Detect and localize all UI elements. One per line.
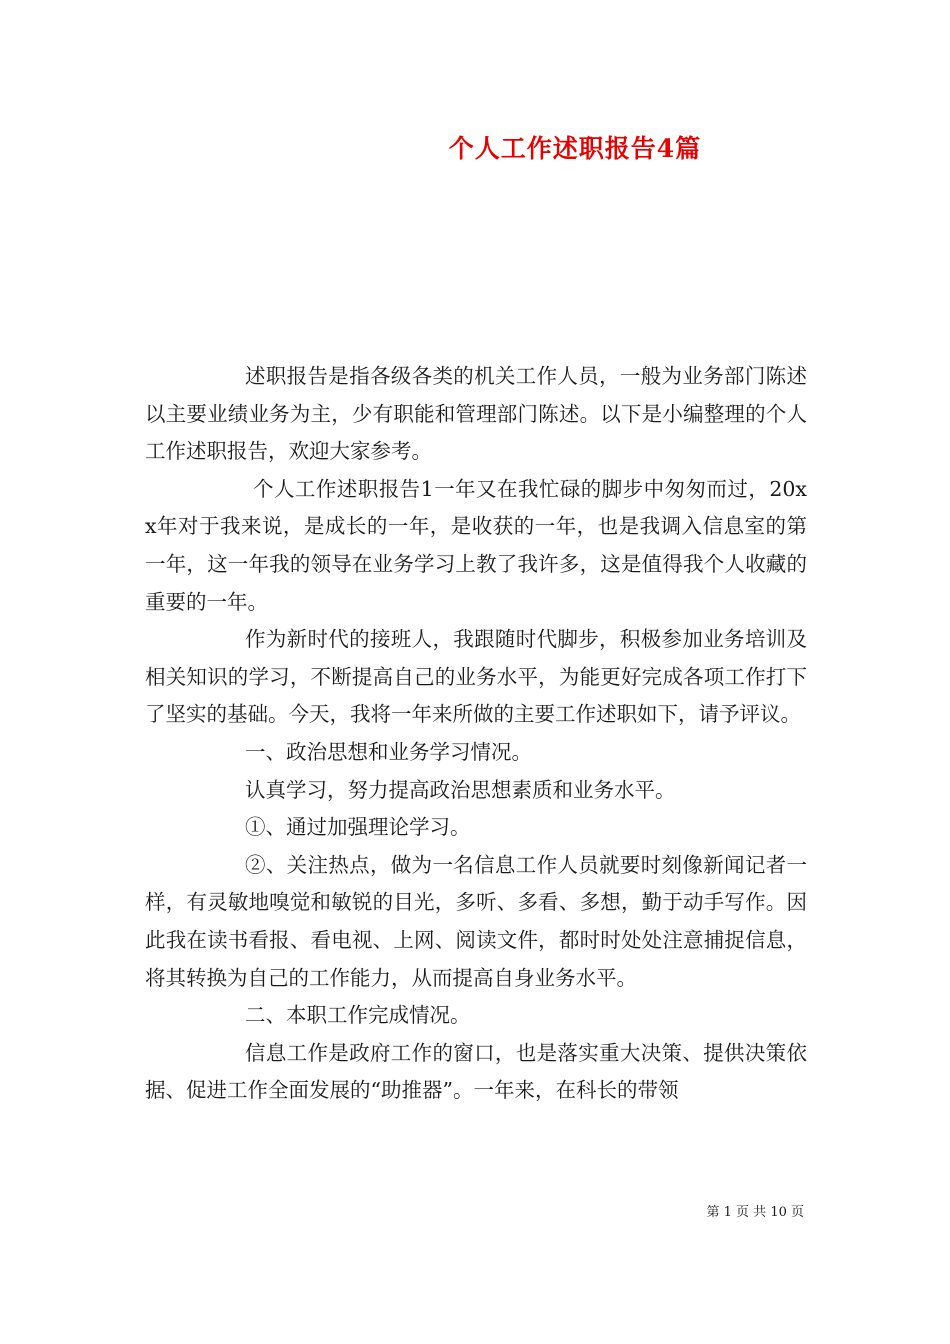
list-item-2: ②、关注热点，做为一名信息工作人员就要时刻像新闻记者一样，有灵敏地嗅觉和敏锐的目光，多听、多看、多想，勤于动手写作。因此我在读书看报、看电视、上网、阅读文件，都时时处处注意捕捉信息，将其转换为自己的工作能力，从而提高自身业务水平。 [145, 852, 807, 990]
page-title: 个人工作述职报告4篇 [448, 134, 702, 163]
list-item-1: ①、通过加强理论学习。 [245, 815, 471, 840]
paragraph-report-1: 个人工作述职报告1一年又在我忙碌的脚步中匆匆而过，20xx年对于我来说，是成长的一年，是收获的一年，也是我调入信息室的第一年，这一年我的领导在业务学习上教了我许多，这是值得我个人收藏的重要的一年。 [145, 476, 807, 614]
paragraph-study: 认真学习，努力提高政治思想素质和业务水平。 [245, 777, 676, 802]
section-heading-1: 一、政治思想和业务学习情况。 [245, 739, 532, 764]
paragraph-intro: 述职报告是指各级各类的机关工作人员，一般为业务部门陈述以主要业绩业务为主，少有职能和管理部门陈述。以下是小编整理的个人工作述职报告，欢迎大家参考。 [145, 364, 807, 464]
section-heading-2: 二、本职工作完成情况。 [245, 1003, 471, 1028]
page-number: 第 1 页 共 10 页 [706, 1205, 804, 1220]
paragraph-new-era: 作为新时代的接班人，我跟随时代脚步，积极参加业务培训及相关知识的学习，不断提高自己的业务水平，为能更好完成各项工作打下了坚实的基础。今天，我将一年来所做的主要工作述职如下，请予评议。 [145, 627, 807, 727]
document-body [145, 358, 807, 1110]
paragraph-info-work: 信息工作是政府工作的窗口，也是落实重大决策、提供决策依据、促进工作全面发展的“助推器”。一年来，在科长的带领 [145, 1040, 807, 1103]
